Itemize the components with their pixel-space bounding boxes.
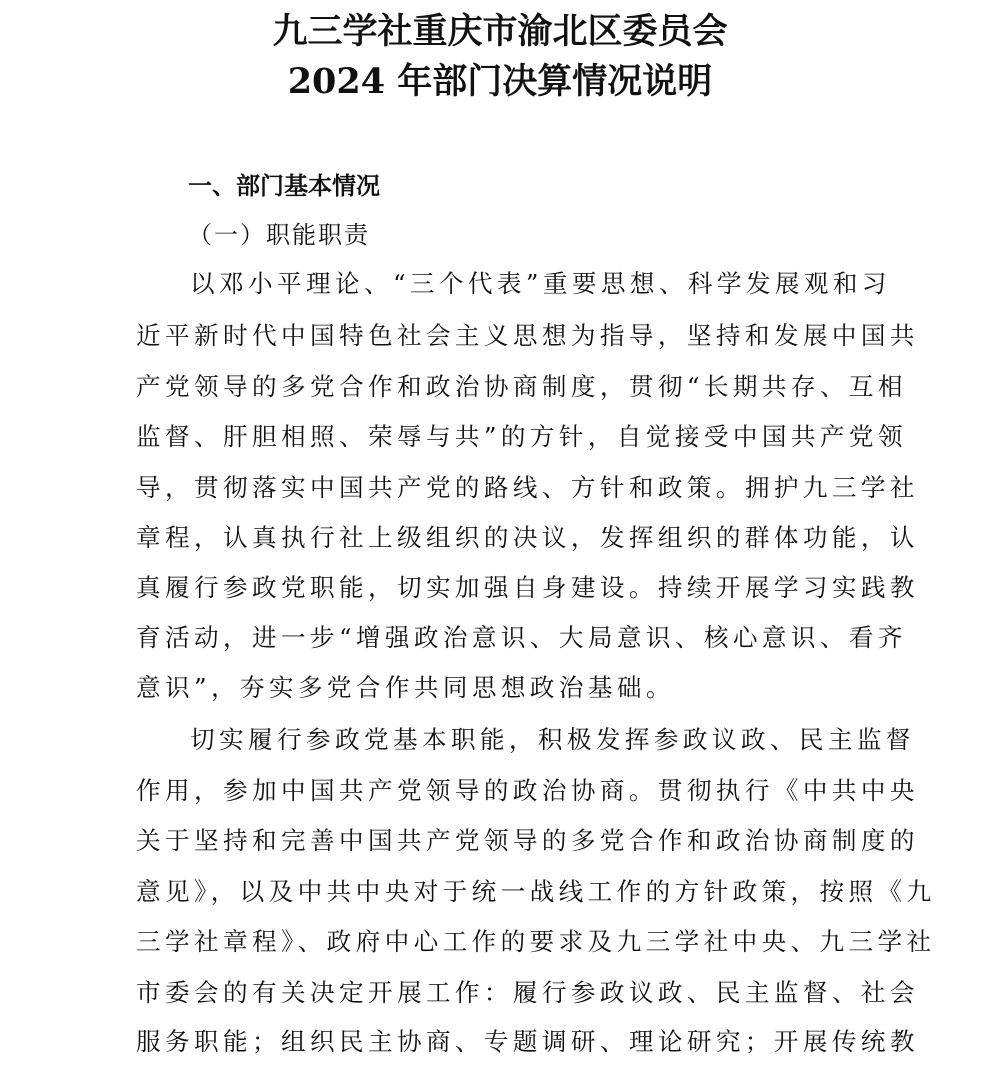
paragraph-1-line: 以邓小平理论、“三个代表”重要思想、科学发展观和习 <box>190 269 891 298</box>
paragraph-1-line: 真履行参政党职能，切实加强自身建设。持续开展学习实践教 <box>136 573 919 602</box>
paragraph-1-line: 产党领导的多党合作和政治协商制度，贯彻“长期共存、互相 <box>136 372 907 401</box>
document-title-line-1: 九三学社重庆市渝北区委员会 <box>272 11 728 52</box>
paragraph-2-line: 市委会的有关决定开展工作：履行参政议政、民主监督、社会 <box>136 978 919 1007</box>
paragraph-2-line: 服务职能；组织民主协商、专题调研、理论研究；开展传统教 <box>136 1027 919 1056</box>
paragraph-2-line: 切实履行参政党基本职能，积极发挥参政议政、民主监督 <box>190 725 915 754</box>
paragraph-1-line: 育活动，进一步“增强政治意识、大局意识、核心意识、看齐 <box>136 623 907 652</box>
paragraph-2-line: 意见》，以及中共中央对于统一战线工作的方针政策，按照《九 <box>136 877 936 906</box>
paragraph-1-line: 近平新时代中国特色社会主义思想为指导，坚持和发展中国共 <box>136 321 919 350</box>
paragraph-2-line: 作用，参加中国共产党领导的政治协商。贯彻执行《中共中央 <box>136 776 919 805</box>
paragraph-1-line: 监督、肝胆相照、荣辱与共”的方针，自觉接受中国共产党领 <box>136 422 907 451</box>
subsection-heading: （一）职能职责 <box>188 221 370 249</box>
paragraph-1-line: 章程，认真执行社上级组织的决议，发挥组织的群体功能，认 <box>136 523 919 552</box>
document-title-line-2: 2024 年部门决算情况说明 <box>287 61 713 102</box>
paragraph-2-line: 三学社章程》、政府中心工作的要求及九三学社中央、九三学社 <box>136 927 936 956</box>
paragraph-2-line: 关于坚持和完善中国共产党领导的多党合作和政治协商制度的 <box>136 826 919 855</box>
section-heading: 一、部门基本情况 <box>188 172 380 200</box>
paragraph-1-line: 意识”，夯实多党合作共同思想政治基础。 <box>136 673 675 702</box>
paragraph-1-line: 导，贯彻落实中国共产党的路线、方针和政策。拥护九三学社 <box>136 473 919 502</box>
